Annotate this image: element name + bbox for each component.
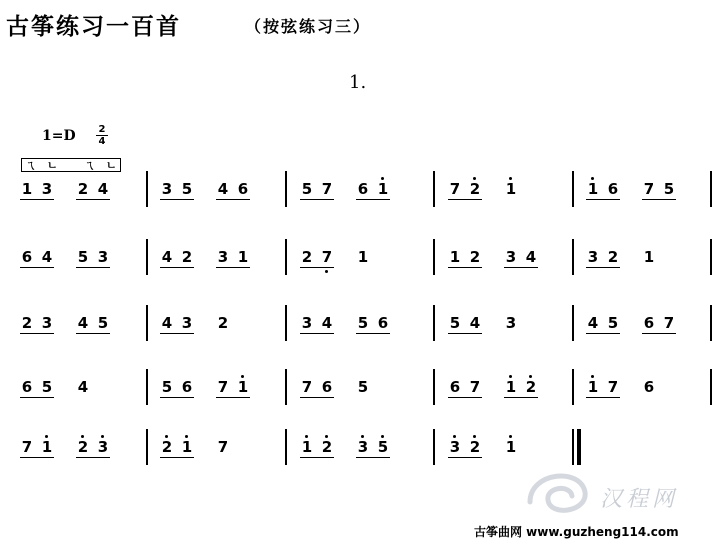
eighth-underline [216,397,250,398]
jianpu-note: 2 [525,378,537,396]
jianpu-note: 3 [505,314,517,332]
time-signature [95,124,109,147]
jianpu-note: 2 [607,248,619,266]
jianpu-note: 7 [217,438,229,456]
octave-dot-high [473,435,476,438]
eighth-underline [20,199,54,200]
eighth-underline [300,199,334,200]
jianpu-note: 5 [41,378,53,396]
eighth-underline [448,333,482,334]
jianpu-note: 3 [41,180,53,198]
jianpu-note: 7 [321,248,333,266]
fingering-mark: ㄟ [25,159,36,172]
jianpu-note: 2 [181,248,193,266]
eighth-underline [20,457,54,458]
eighth-underline [76,199,110,200]
jianpu-note: 1 [587,378,599,396]
eighth-underline [642,333,676,334]
time-signature-bottom: 4 [98,136,106,147]
jianpu-note: 6 [321,378,333,396]
jianpu-note: 5 [77,248,89,266]
eighth-underline [160,333,194,334]
jianpu-note: 2 [217,314,229,332]
bar-line [710,171,712,207]
eighth-underline [216,267,250,268]
jianpu-note: 2 [77,180,89,198]
jianpu-note: 5 [357,378,369,396]
octave-dot-high [509,375,512,378]
jianpu-note: 3 [301,314,313,332]
piece-number: 1. [349,72,367,93]
jianpu-note: 6 [357,180,369,198]
jianpu-note: 5 [377,438,389,456]
bar-line [146,171,148,207]
jianpu-note: 4 [161,314,173,332]
bar-line [146,239,148,275]
jianpu-note: 5 [607,314,619,332]
eighth-underline [448,457,482,458]
jianpu-note: 1 [505,438,517,456]
jianpu-note: 2 [321,438,333,456]
bar-line [572,369,574,405]
jianpu-note: 3 [357,438,369,456]
eighth-underline [448,267,482,268]
eighth-underline [160,267,194,268]
fingering-mark: ㄴ [106,159,117,172]
bar-line [433,369,435,405]
eighth-underline [356,333,390,334]
jianpu-note: 6 [607,180,619,198]
eighth-underline [300,267,334,268]
key-signature: 1=D [42,128,76,144]
bar-line [710,369,712,405]
jianpu-note: 2 [301,248,313,266]
bar-line [433,171,435,207]
jianpu-note: 6 [21,248,33,266]
bar-line [285,429,287,465]
octave-dot-high [509,435,512,438]
jianpu-note: 4 [525,248,537,266]
bar-line [572,171,574,207]
time-signature-top: 2 [98,124,106,135]
jianpu-note: 1 [505,378,517,396]
jianpu-note: 1 [643,248,655,266]
jianpu-note: 4 [41,248,53,266]
jianpu-note: 6 [449,378,461,396]
bar-line [285,305,287,341]
jianpu-note: 3 [449,438,461,456]
watermark-logo-text: 汉程网 [600,487,679,512]
jianpu-note: 7 [321,180,333,198]
octave-dot-high [453,435,456,438]
jianpu-note: 5 [181,180,193,198]
octave-dot-high [381,435,384,438]
octave-dot-high [509,177,512,180]
eighth-underline [20,397,54,398]
jianpu-note: 1 [357,248,369,266]
jianpu-note: 1 [377,180,389,198]
jianpu-note: 5 [161,378,173,396]
bar-line [146,369,148,405]
octave-dot-high [305,435,308,438]
jianpu-note: 3 [217,248,229,266]
bar-line [433,305,435,341]
octave-dot-high [591,177,594,180]
jianpu-note: 4 [77,314,89,332]
bar-line [285,171,287,207]
eighth-underline [76,457,110,458]
jianpu-note: 2 [469,248,481,266]
eighth-underline [586,199,620,200]
eighth-underline [160,457,194,458]
jianpu-note: 6 [21,378,33,396]
bar-line [572,305,574,341]
watermark-footer [470,520,728,542]
jianpu-note: 2 [21,314,33,332]
jianpu-note: 6 [377,314,389,332]
eighth-underline [20,267,54,268]
jianpu-note: 1 [21,180,33,198]
jianpu-note: 7 [607,378,619,396]
eighth-underline [642,199,676,200]
eighth-underline [20,333,54,334]
octave-dot-high [473,177,476,180]
eighth-underline [448,199,482,200]
bar-line [572,429,574,465]
octave-dot-high [241,375,244,378]
eighth-underline [160,199,194,200]
bar-line [433,429,435,465]
jianpu-note: 6 [643,314,655,332]
bar-line [710,305,712,341]
watermark-swirl [520,462,600,526]
jianpu-note: 4 [97,180,109,198]
jianpu-note: 1 [237,248,249,266]
jianpu-note: 3 [97,248,109,266]
bar-line [146,305,148,341]
fingering-mark: ㄟ [84,159,95,172]
jianpu-note: 1 [301,438,313,456]
eighth-underline [504,397,538,398]
jianpu-note: 4 [77,378,89,396]
bar-line [710,239,712,275]
jianpu-note: 7 [643,180,655,198]
jianpu-note: 5 [97,314,109,332]
jianpu-note: 4 [321,314,333,332]
jianpu-note: 6 [181,378,193,396]
jianpu-note: 3 [181,314,193,332]
octave-dot-high [361,435,364,438]
jianpu-note: 7 [449,180,461,198]
octave-dot-high [529,375,532,378]
octave-dot-high [325,435,328,438]
jianpu-note: 3 [161,180,173,198]
bar-line [285,239,287,275]
jianpu-note: 3 [41,314,53,332]
octave-dot-high [591,375,594,378]
fingering-mark: ㄴ [47,159,58,172]
octave-dot-high [45,435,48,438]
jianpu-note: 5 [449,314,461,332]
jianpu-note: 4 [587,314,599,332]
jianpu-note: 1 [505,180,517,198]
octave-dot-high [101,435,104,438]
jianpu-note: 4 [217,180,229,198]
octave-dot-high [381,177,384,180]
jianpu-note: 5 [663,180,675,198]
jianpu-note: 1 [181,438,193,456]
fingering-box [21,158,121,172]
jianpu-note: 1 [41,438,53,456]
jianpu-note: 7 [663,314,675,332]
jianpu-note: 1 [237,378,249,396]
bar-line [433,239,435,275]
eighth-underline [356,199,390,200]
jianpu-note: 7 [469,378,481,396]
page-title: 古筝练习一百首 [6,14,181,40]
page-subtitle: （按弦练习三） [245,17,372,36]
eighth-underline [356,457,390,458]
jianpu-note: 3 [505,248,517,266]
jianpu-note: 6 [643,378,655,396]
jianpu-note: 6 [237,180,249,198]
jianpu-note: 7 [301,378,313,396]
jianpu-note: 7 [217,378,229,396]
final-bar-line [577,429,581,465]
eighth-underline [586,267,620,268]
eighth-underline [504,267,538,268]
watermark-footer-label: 古筝曲网 www.guzheng114.com [474,525,679,539]
jianpu-note: 3 [587,248,599,266]
jianpu-note: 2 [469,180,481,198]
eighth-underline [300,333,334,334]
jianpu-note: 2 [77,438,89,456]
jianpu-note: 1 [587,180,599,198]
octave-dot-low [325,270,328,273]
jianpu-note: 5 [301,180,313,198]
bar-line [285,369,287,405]
jianpu-note: 4 [469,314,481,332]
jianpu-note: 2 [469,438,481,456]
eighth-underline [216,199,250,200]
eighth-underline [586,333,620,334]
octave-dot-high [81,435,84,438]
jianpu-note: 1 [449,248,461,266]
bar-line [146,429,148,465]
jianpu-note: 2 [161,438,173,456]
jianpu-note: 4 [161,248,173,266]
eighth-underline [448,397,482,398]
jianpu-note: 3 [97,438,109,456]
jianpu-note: 5 [357,314,369,332]
eighth-underline [300,457,334,458]
octave-dot-high [185,435,188,438]
octave-dot-high [165,435,168,438]
eighth-underline [76,333,110,334]
jianpu-note: 7 [21,438,33,456]
eighth-underline [586,397,620,398]
bar-line [572,239,574,275]
eighth-underline [160,397,194,398]
eighth-underline [300,397,334,398]
eighth-underline [76,267,110,268]
